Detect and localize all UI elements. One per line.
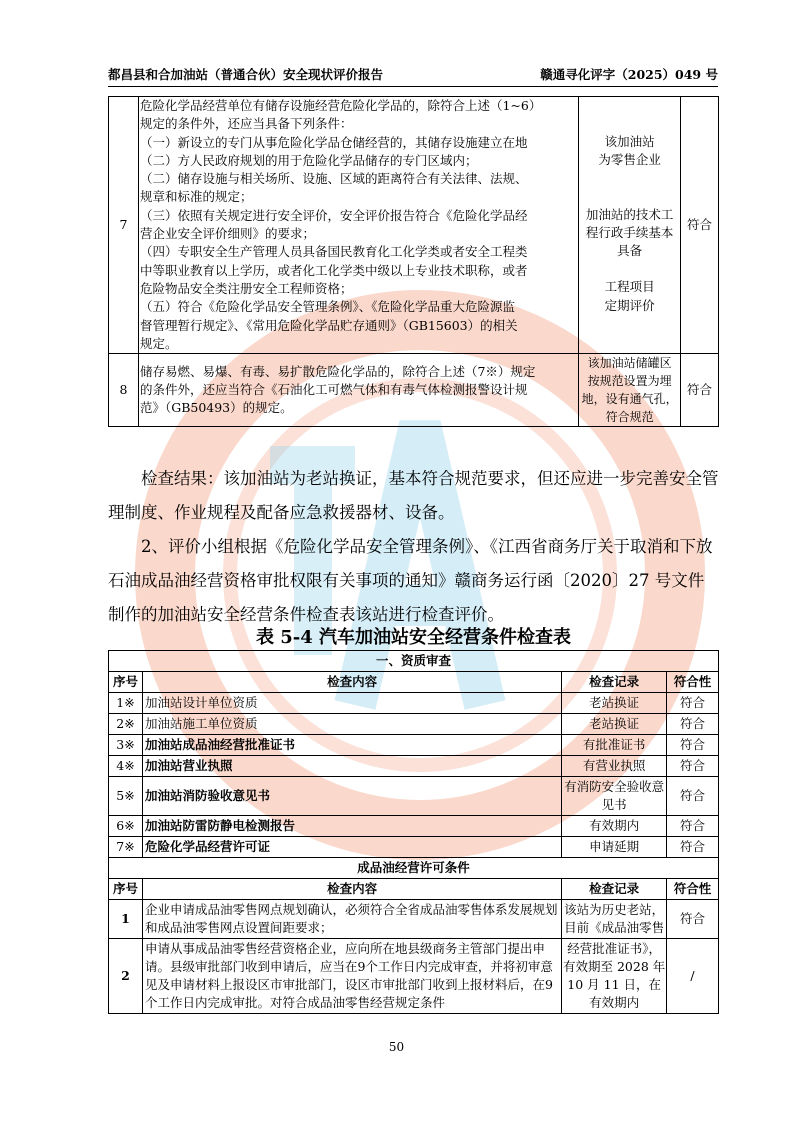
table-row [109, 837, 719, 858]
row-result: 符合 [681, 97, 719, 354]
row-result: 符合 [667, 756, 719, 777]
row-record: 有批准证书 [562, 735, 667, 756]
table-row [109, 693, 719, 714]
table-row [109, 777, 719, 816]
row-content: 加油站成品油经营批准证书 [142, 735, 561, 756]
row-result: 符合 [667, 693, 719, 714]
row-result: 符合 [667, 735, 719, 756]
page-number: 50 [388, 1040, 405, 1054]
header-report-number: 赣通寻化评字（2025）049 号 [540, 67, 718, 82]
row-content: 加油站营业执照 [142, 756, 561, 777]
record-line: 定期评价 [604, 297, 655, 313]
content-line: （二）储存设施与相关场所、设施、区域的距离符合有关法律、法规、 [139, 171, 528, 187]
row-result: 符合 [667, 816, 719, 837]
content-line: 储存易燃、易爆、有毒、易扩散危险化学品的，除符合上述（7※）规定 [139, 363, 536, 379]
row-content: 企业申请成品油零售网点规划确认，必须符合全省成品油零售体系发展规划和成品油零售网点设置间距要求； [142, 900, 561, 939]
header-content: 检查内容 [142, 879, 561, 900]
row-content: 加油站防雷防静电检测报告 [142, 816, 561, 837]
content-line: （一）新设立的专门从事危险化学品仓储经营的，其储存设施建立在地 [139, 134, 528, 150]
row-content [138, 354, 578, 427]
record-line: 按规范设置为埋 [587, 374, 672, 389]
section-title: 一、资质审查 [109, 651, 719, 672]
record-line: 该加油站储罐区 [587, 356, 672, 371]
row-number: 3※ [109, 735, 143, 756]
row-result: 符合 [667, 777, 719, 816]
row-number: 8 [109, 354, 139, 427]
row-number: 4※ [109, 756, 143, 777]
row-record: 经营批准证书》，有效期至 2028 年 10 月 11 日，在有效期内 [562, 939, 667, 1014]
content-line: 规章和标准的规定； [139, 189, 253, 205]
inspection-result-paragraph: 检查结果：该加油站为老站换证，基本符合规范要求，但还应进一步完善安全管理制度、作业规程及配备应急救援器材、设备。 [108, 469, 719, 522]
row-content: 危险化学品经营许可证 [142, 837, 561, 858]
row-number: 2 [109, 939, 143, 1014]
row-number: 2※ [109, 714, 143, 735]
header-result: 符合性 [667, 879, 719, 900]
record-line: 地，设有通气孔， [581, 392, 678, 407]
record-line: 为零售企业 [598, 152, 661, 168]
storage-conditions-table [108, 96, 719, 427]
content-line: 危险化学品经营单位有储存设施经营危险化学品的，除符合上述（1~6） [139, 98, 542, 113]
record-line: 程行政手续基本 [585, 224, 674, 240]
content-line: 中等职业教育以上学历，或者化工化学类中级以上专业技术职称，或者 [139, 262, 528, 278]
table-caption: 表 5-4 汽车加油站安全经营条件检查表 [255, 627, 572, 648]
row-record: 有效期内 [562, 816, 667, 837]
row-number: 6※ [109, 816, 143, 837]
table-row [109, 900, 719, 939]
safety-conditions-table [108, 650, 719, 1014]
row-number: 5※ [109, 777, 143, 816]
row-record: 申请延期 [562, 837, 667, 858]
record-line: 符合规范 [605, 410, 654, 425]
table-row [109, 714, 719, 735]
row-record [579, 354, 681, 427]
row-content: 加油站施工单位资质 [142, 714, 561, 735]
header-result: 符合性 [667, 672, 719, 693]
row-number: 1※ [109, 693, 143, 714]
row-record: 老站换证 [562, 714, 667, 735]
row-content [138, 97, 578, 354]
record-line: 加油站的技术工 [585, 206, 674, 222]
table-row [109, 939, 719, 1014]
content-line: 危险物品安全类注册安全工程师资格； [139, 280, 353, 296]
header-title: 都昌县和合加油站（普通合伙）安全现状评价报告 [108, 67, 384, 82]
content-line: 营企业安全评价细则》的要求； [139, 226, 315, 242]
content-line: 范》（GB50493）的规定。 [139, 400, 293, 416]
record-line: 具备 [617, 243, 643, 259]
table-row [109, 354, 719, 427]
row-result: 符合 [681, 354, 719, 427]
section-row [109, 858, 719, 879]
section-title: 成品油经营许可条件 [109, 858, 719, 879]
row-record: 有消防安全验收意见书 [562, 777, 667, 816]
header-no: 序号 [109, 672, 143, 693]
row-result: 符合 [667, 714, 719, 735]
row-result: / [667, 939, 719, 1014]
row-content: 加油站消防验收意见书 [142, 777, 561, 816]
content-line: 督管理暂行规定》、《常用危险化学品贮存通则》（GB15603）的相关 [139, 317, 518, 333]
content-line: 规定的条件外，还应当具备下列条件： [139, 116, 353, 132]
table-row [109, 816, 719, 837]
page-header [108, 64, 718, 87]
row-record: 老站换证 [562, 693, 667, 714]
row-content: 加油站设计单位资质 [142, 693, 561, 714]
header-content: 检查内容 [142, 672, 561, 693]
record-line: 该加油站 [604, 134, 655, 149]
section-row [109, 651, 719, 672]
header-record: 检查记录 [562, 879, 667, 900]
evaluation-paragraph: 2、评价小组根据《危险化学品安全管理条例》、《江西省商务厅关于取消和下放石油成品油经营资格审批权限有关事项的通知》赣商务运行函〔2020〕27 号文件制作的加油站安全经营条件检查表该站进行检查评价。 [108, 537, 713, 624]
content-line: （五）符合《危险化学品安全管理条例》、《危险化学品重大危险源监 [139, 299, 515, 315]
header-row [109, 879, 719, 900]
row-content: 申请从事成品油零售经营资格企业，应向所在地县级商务主管部门提出申请。县级审批部门收到申请后，应当在9个工作日内完成审查，并将初审意见及申请材料上报设区市审批部门，设区市审批部门收到上报材料后，在9个工作日内完成审批。对符合成品油零售经营规定条件 [142, 939, 561, 1014]
record-line: 工程项目 [604, 279, 655, 295]
header-row [109, 672, 719, 693]
row-result: 符合 [667, 837, 719, 858]
content-line: 的条件外，还应当符合《石油化工可燃气体和有毒气体检测报警设计规 [139, 382, 528, 397]
row-record: 该站为历史老站，目前《成品油零售 [562, 900, 667, 939]
row-record: 有营业执照 [562, 756, 667, 777]
header-record: 检查记录 [562, 672, 667, 693]
row-number: 1 [109, 900, 143, 939]
row-number: 7 [109, 97, 139, 354]
row-number: 7※ [109, 837, 143, 858]
table-row [109, 97, 719, 354]
row-result: 符合 [667, 900, 719, 939]
row-record [579, 97, 681, 354]
content-line: （四）专职安全生产管理人员具备国民教育化工化学类或者安全工程类 [139, 244, 528, 260]
table-row [109, 735, 719, 756]
header-no: 序号 [109, 879, 143, 900]
content-line: 规定。 [139, 335, 178, 351]
content-line: （三）依照有关规定进行安全评价，安全评价报告符合《危险化学品经 [139, 207, 528, 223]
content-line: （二）方人民政府规划的用于危险化学品储存的专门区域内； [139, 152, 478, 168]
table-row [109, 756, 719, 777]
